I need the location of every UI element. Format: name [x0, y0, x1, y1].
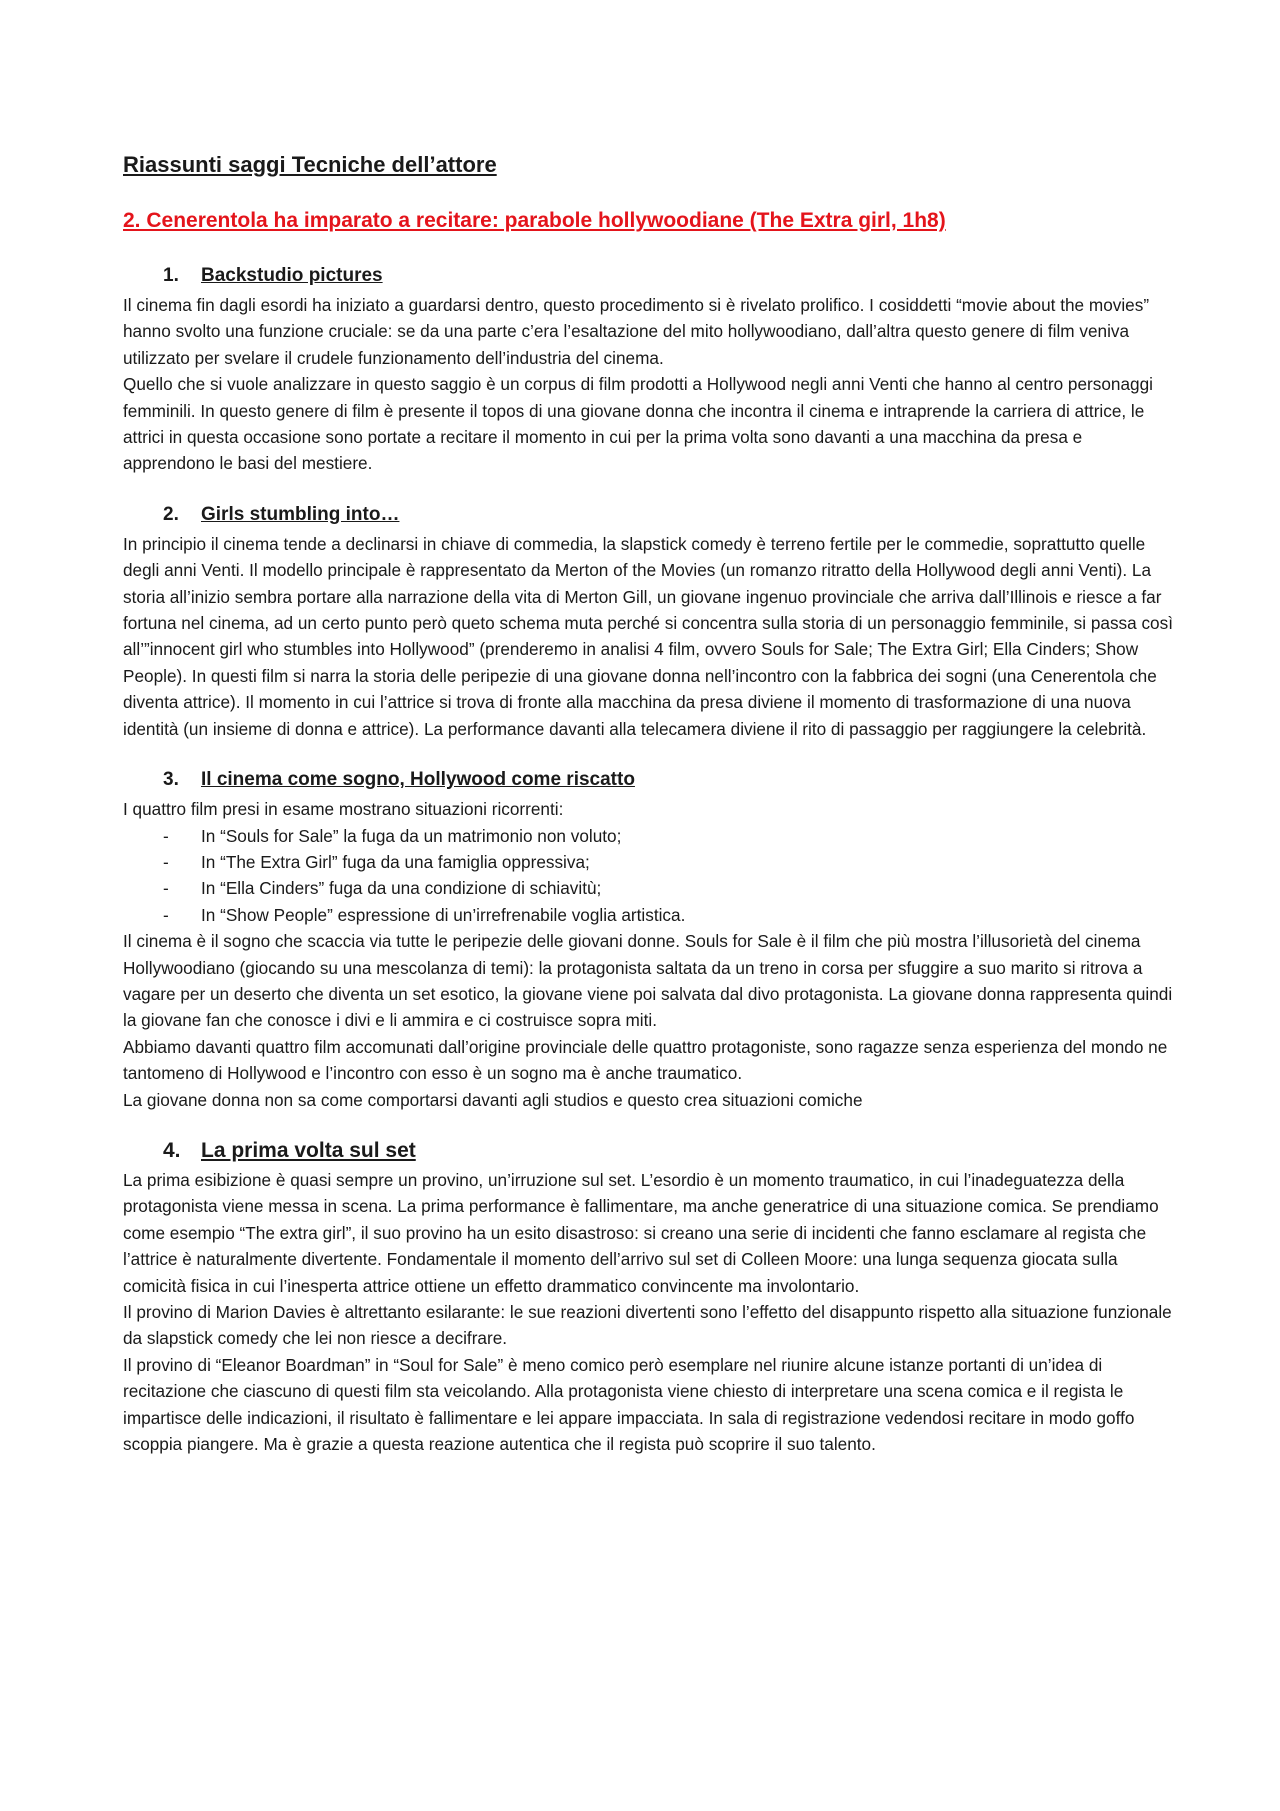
section-il-cinema-come-sogno: [123, 766, 1173, 1113]
film-list: [123, 823, 1173, 929]
dash-bullet: -: [163, 851, 169, 872]
section-heading-text: Il cinema come sogno, Hollywood come riscatto: [201, 769, 635, 791]
section-number: 4.: [163, 1138, 181, 1162]
paragraph: La giovane donna non sa come comportarsi davanti agli studios e questo crea situazioni comiche: [123, 1089, 863, 1110]
section-heading-text: Girls stumbling into…: [201, 503, 400, 525]
paragraph: Il provino di “Eleanor Boardman” in “Soul for Sale” è meno comico però esemplare nel riunire alcune istanze portanti di un’idea di recitazione che ciascuno di questi film sta veicolando. Alla protagonista viene chiesto di interpretare una scena comica e il regista le impartisce delle indicazioni, il risultato è fallimentare e lei appare impacciata. In sala di registrazione vedendosi recitare in modo goffo scoppia piangere. Ma è grazie a questa reazione autentica che il regista può scoprire il suo talento.: [123, 1354, 1135, 1455]
section-girls-stumbling-into: [123, 501, 1173, 742]
paragraph: Il cinema è il sogno che scaccia via tutte le peripezie delle giovani donne. Souls for Sale è il film che più mostra l’illusorietà del cinema Hollywoodiano (giocando su una mescolanza di temi): la protagonista saltata da un treno in corsa per sfuggire a suo marito si ritrova a vagare per un deserto che diventa un set esotico, la giovane viene poi salvata dal divo protagonista. La giovane donna rappresenta quindi la giovane fan che conosce i divi e li ammira e ci costruisce sopra miti.: [123, 931, 1173, 1031]
section-number: 2.: [163, 503, 179, 525]
section-backstudio-pictures: [123, 262, 1173, 477]
document-title: Riassunti saggi Tecniche dell’attore: [123, 152, 497, 177]
paragraph: In principio il cinema tende a declinarsi in chiave di commedia, la slapstick comedy è terreno fertile per le commedie, soprattutto quelle degli anni Venti. Il modello principale è rappresentato da Merton of the Movies (un romanzo ritratto della Hollywood degli anni Venti). La storia all’inizio sembra portare alla narrazione della vita di Merton Gill, un giovane ingenuo provinciale che arriva dall’Illinois e riesce a far fortuna nel cinema, ad un certo punto però queto schema muta perché si concentra sulla storia di un personaggio femminile, si passa così all’”innocent girl who stumbles into Hollywood” (prenderemo in analisi 4 film, ovvero Souls for Sale; The Extra Girl; Ella Cinders; Show People). In questi film si narra la storia delle peripezie di una giovane donna nell’incontro con la fabbrica dei sogni (una Cenerentola che diventa attrice). Il momento in cui l’attrice si trova di fronte alla macchina da presa diviene il momento di trasformazione di una nuova identità (un insieme di donna e attrice). La performance davanti alla telecamera diviene il rito di passaggio per raggiungere la celebrità.: [123, 533, 1173, 739]
list-item-text: In “Ella Cinders” fuga da una condizione di schiavitù;: [201, 878, 602, 899]
section-heading: [163, 766, 1173, 794]
section-heading-text: Backstudio pictures: [201, 265, 383, 286]
section-la-prima-volta-sul-set: [123, 1137, 1173, 1457]
section-number: 3.: [163, 769, 179, 791]
section-heading-text: La prima volta sul set: [201, 1138, 416, 1162]
list-item: [123, 823, 1173, 849]
section-heading: [163, 501, 1173, 529]
dash-bullet: -: [163, 878, 169, 899]
dash-bullet: -: [163, 825, 169, 846]
paragraph: Quello che si vuole analizzare in questo saggio è un corpus di film prodotti a Hollywood negli anni Venti che hanno al centro personaggi femminili. In questo genere di film è presente il topos di una giovane donna che incontra il cinema e intraprende la carriera di attrice, le attrici in questa occasione sono portate a recitare il momento in cui per la prima volta sono davanti a una macchina da presa e apprendono le basi del mestiere.: [123, 374, 1153, 474]
list-item-text: In “Souls for Sale” la fuga da un matrimonio non voluto;: [201, 825, 622, 846]
paragraph: Il provino di Marion Davies è altrettanto esilarante: le sue reazioni divertenti sono l’effetto del disappunto rispetto alla situazione funzionale da slapstick comedy che lei non riesce a decifrare.: [123, 1302, 1172, 1349]
section-heading: [163, 262, 1173, 290]
list-item-text: In “The Extra Girl” fuga da una famiglia oppressiva;: [201, 851, 590, 872]
list-item: [123, 875, 1173, 901]
list-item: [123, 902, 1173, 928]
paragraph-intro: I quattro film presi in esame mostrano situazioni ricorrenti:: [123, 799, 564, 820]
paragraph: Il cinema fin dagli esordi ha iniziato a guardarsi dentro, questo procedimento si è rivelato prolifico. I cosiddetti “movie about the movies” hanno svolto una funzione cruciale: se da una parte c’era l’esaltazione del mito hollywoodiano, dall’altra questo genere di film veniva utilizzato per svelare il crudele funzionamento dell’industria del cinema.: [123, 295, 1150, 368]
paragraph: La prima esibizione è quasi sempre un provino, un’irruzione sul set. L’esordio è un momento traumatico, in cui l’inadeguatezza della protagonista viene messa in scena. La prima performance è fallimentare, ma anche generatrice di una situazione comica. Se prendiamo come esempio “The extra girl”, il suo provino ha un esito disastroso: si creano una serie di incidenti che fanno esclamare al regista che l’attrice è naturalmente divertente. Fondamentale il momento dell’arrivo sul set di Colleen Moore: una lunga sequenza giocata sulla comicità fisica in cui l’inesperta attrice ottiene un effetto drammatico convincente ma involontario.: [123, 1169, 1159, 1296]
section-number: 1.: [163, 265, 179, 286]
dash-bullet: -: [163, 904, 169, 925]
section-heading: [163, 1137, 1173, 1165]
list-item: [123, 849, 1173, 875]
document-page: [123, 150, 1173, 1481]
list-item-text: In “Show People” espressione di un’irrefrenabile voglia artistica.: [201, 904, 686, 925]
chapter-title: 2. Cenerentola ha imparato a recitare: parabole hollywoodiane (The Extra girl, 1h8): [123, 209, 946, 232]
paragraph: Abbiamo davanti quattro film accomunati dall’origine provinciale delle quattro protagoniste, sono ragazze senza esperienza del mondo ne tantomeno di Hollywood e l’incontro con esso è un sogno ma è anche traumatico.: [123, 1036, 1168, 1084]
